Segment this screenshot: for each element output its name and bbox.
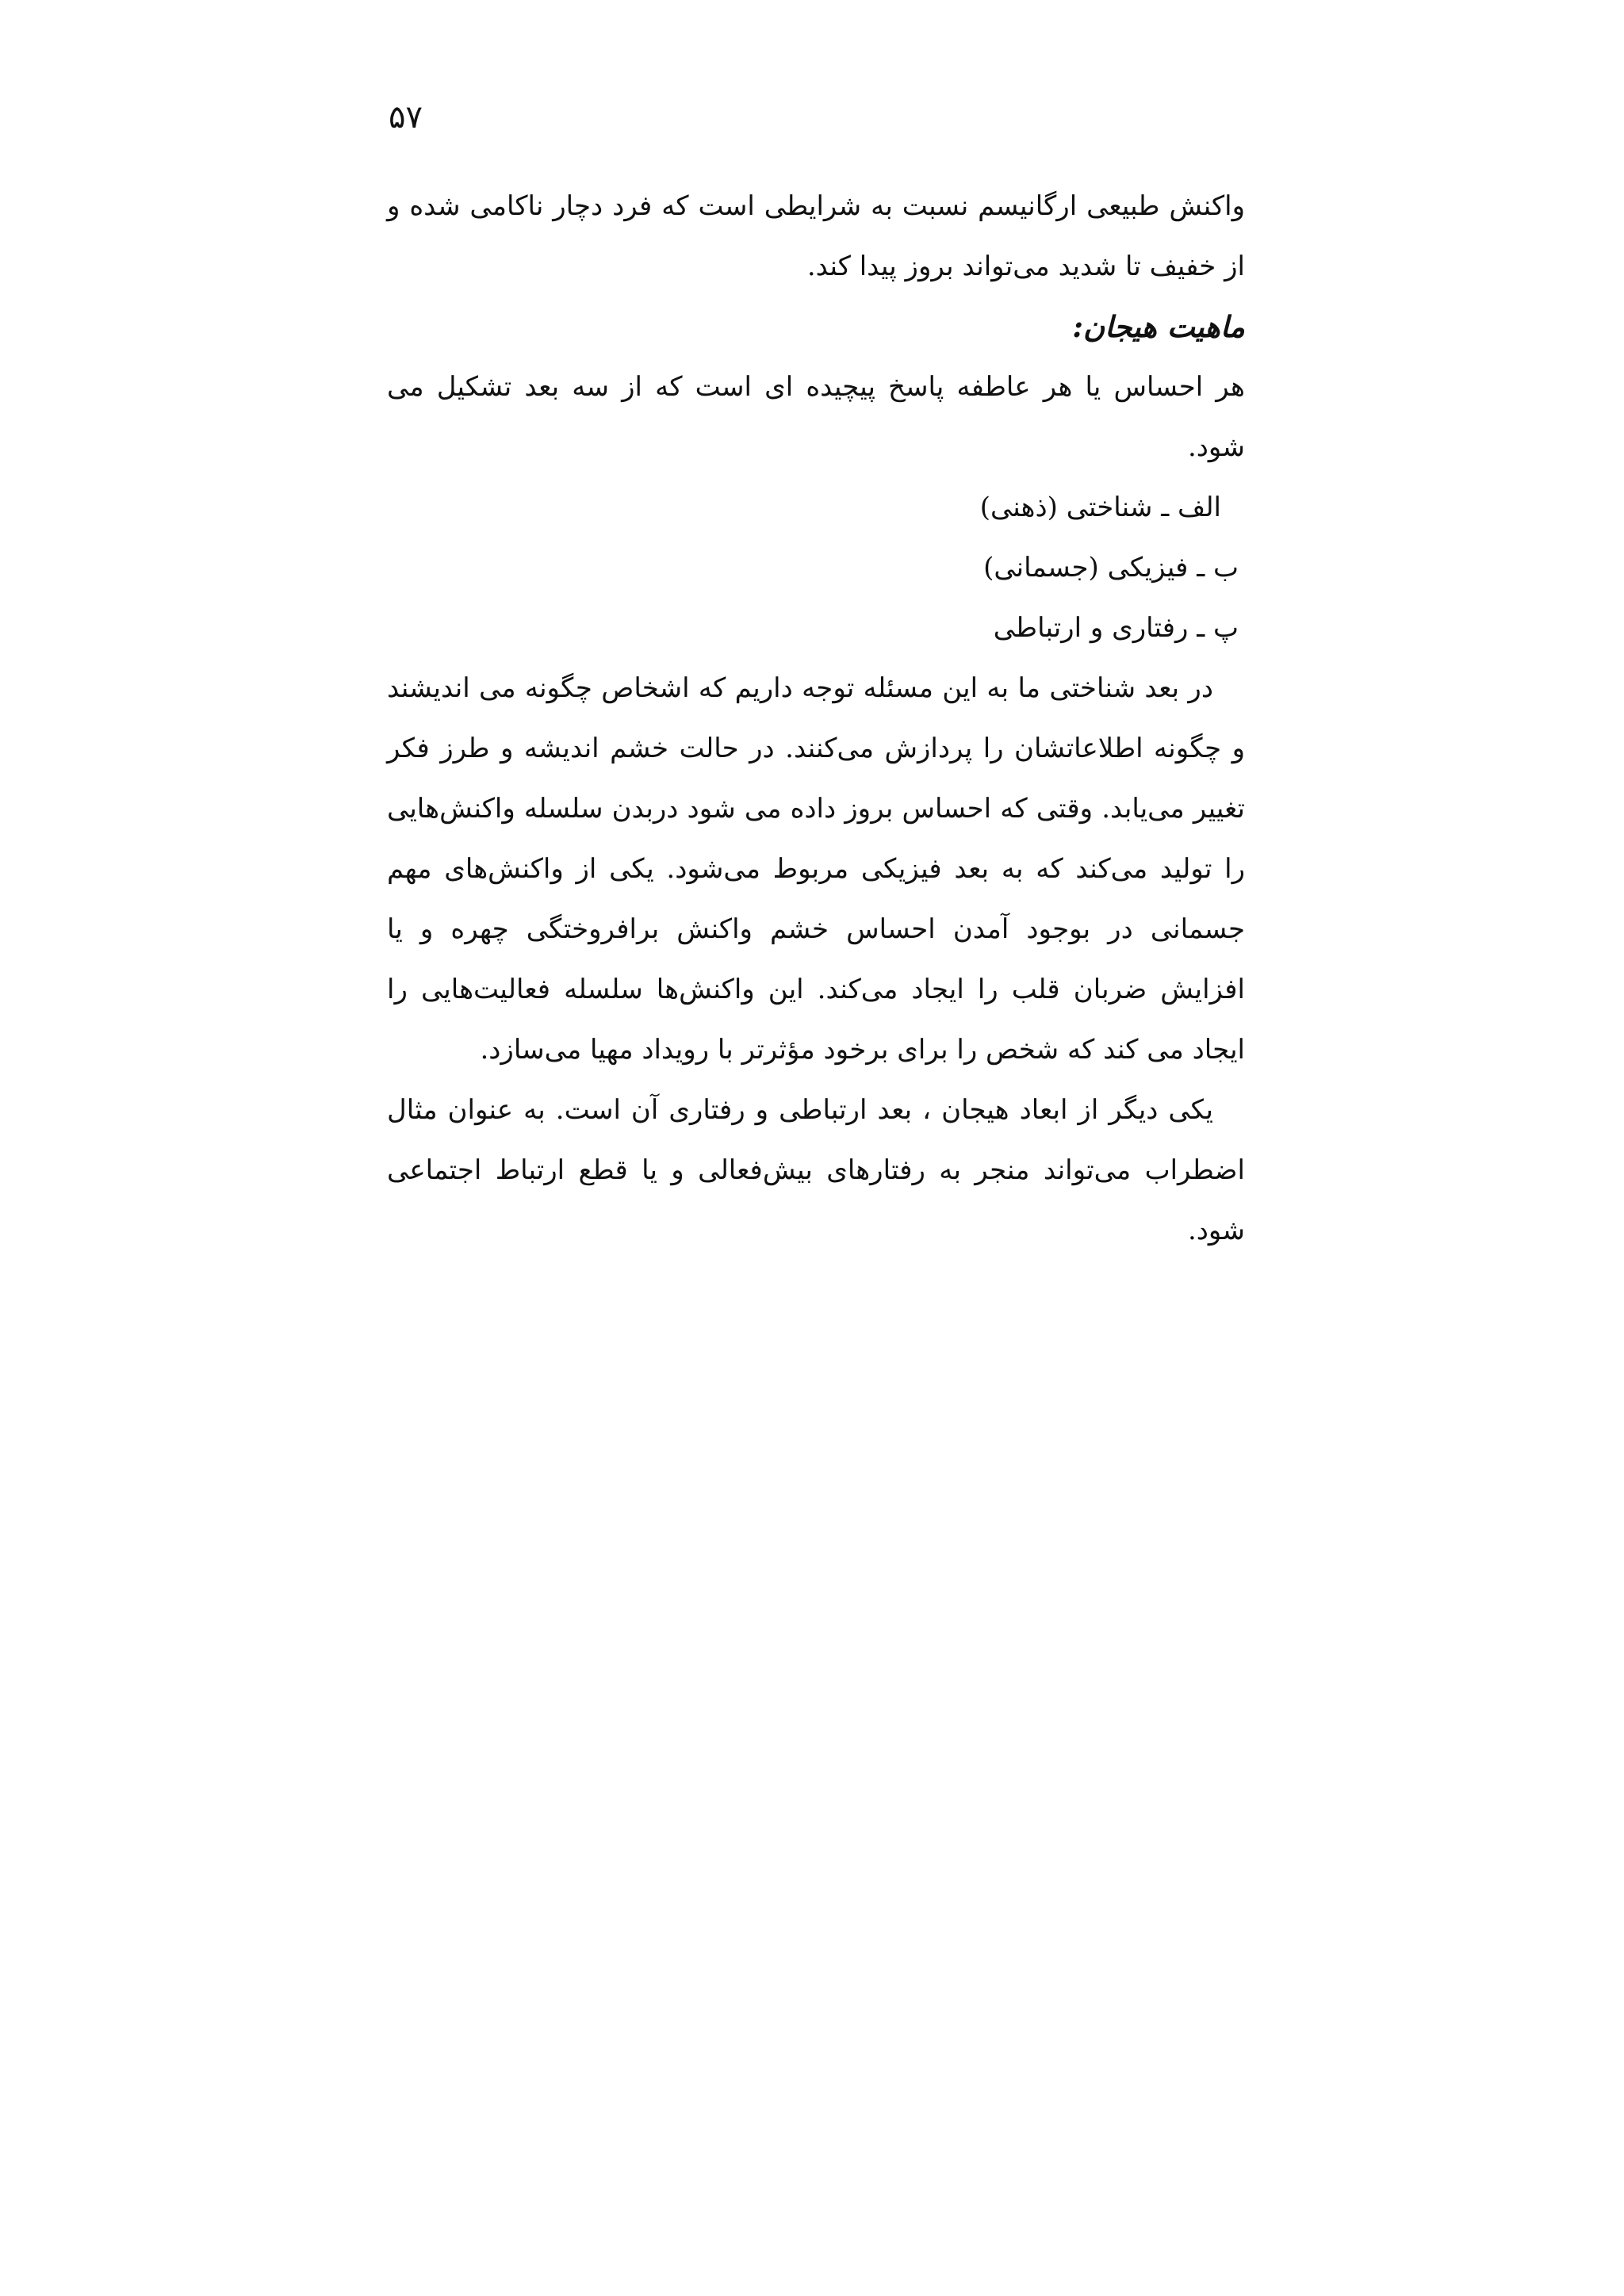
intro-paragraph: واکنش طبیعی ارگانیسم نسبت به شرایطی است که فرد دچار ناکامی شده و از خفیف تا شدید می‌تواند بروز پیدا کند. xyxy=(387,190,1245,282)
cognitive-paragraph: در بعد شناختی ما به این مسئله توجه داریم که اشخاص چگونه می اندیشند و چگونه اطلاعاتشان را پردازش می‌کنند. در حالت خشم اندیشه و طرز فکر تغییر می‌یابد. وقتی که احساس بروز داده می شود دربدن سلسله واکنش‌هایی را تولید می‌کند که به بعد فیزیکی مربوط می‌شود. یکی از واکنش‌های مهم جسمانی در بوجود آمدن احساس خشم واکنش برافروختگی چهره و یا افزایش ضربان قلب را ایجاد می‌کند. این واکنش‌ها سلسله فعالیت‌هایی را ایجاد می کند که شخص را برای برخود مؤثرتر با رویداد مهیا می‌سازد. xyxy=(387,672,1245,1066)
page-body xyxy=(387,176,1245,1261)
section-heading: ماهیت هیجان: xyxy=(1072,309,1245,344)
list-item-cognitive: الف ـ شناختی (ذهنی) xyxy=(979,492,1221,523)
page-number: ۵۷ xyxy=(389,99,423,136)
definition-text: هر احساس یا هر عاطفه پاسخ پیچیده ای است که از سه بعد تشکیل می شود. xyxy=(387,371,1245,463)
behavioral-paragraph: یکی دیگر از ابعاد هیجان ، بعد ارتباطی و رفتاری آن است. به عنوان مثال اضطراب می‌تواند منجر به رفتارهای بیش‌فعالی و یا قطع ارتباط اجتماعی شود. xyxy=(387,1094,1245,1246)
list-item-behavioral: پ ـ رفتاری و ارتباطی xyxy=(993,612,1239,644)
list-item-physical: ب ـ فیزیکی (جسمانی) xyxy=(983,552,1239,584)
